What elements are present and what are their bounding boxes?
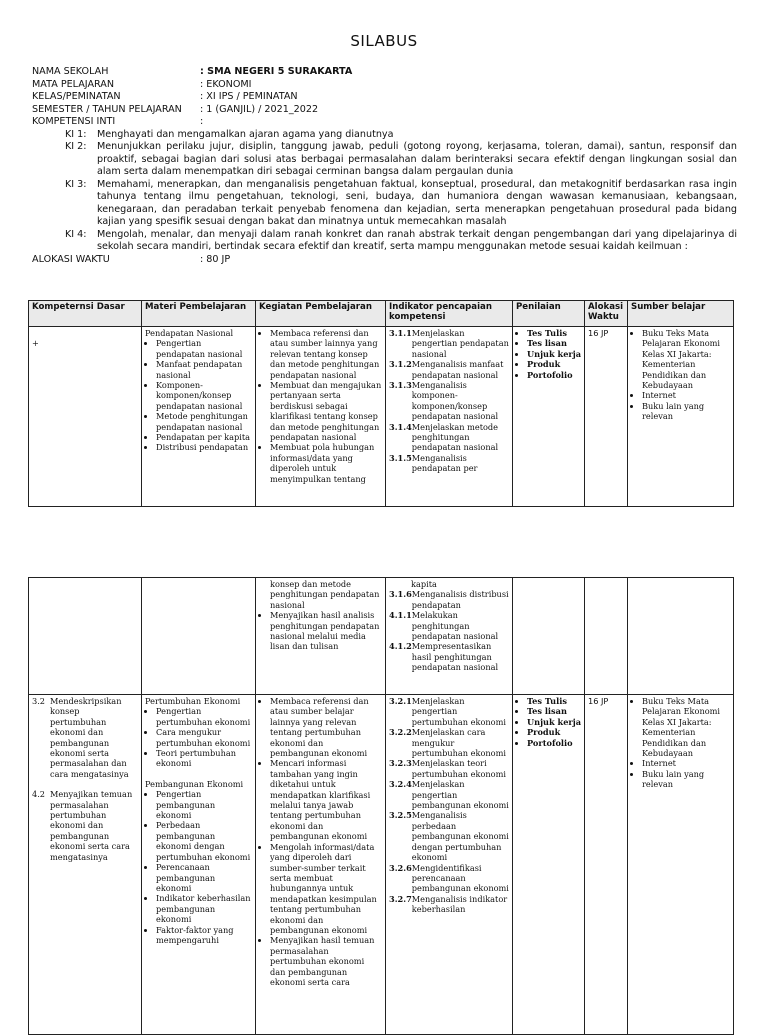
kegiatan-cell bbox=[256, 327, 386, 507]
indikator-number: 3.1.1 bbox=[389, 328, 412, 338]
header-indikator: Indikator pencapaian kompetensi bbox=[386, 301, 513, 327]
indikator-item bbox=[389, 810, 509, 862]
list-item: • Menyajikan hasil analisis penghitungan pendapatan nasional melalui media lisan dan tulisan bbox=[270, 610, 382, 652]
kd-text: + bbox=[32, 338, 39, 348]
info-value: : XI IPS / PEMINATAN bbox=[200, 91, 298, 102]
indikator-number: 3.1.3 bbox=[389, 380, 412, 391]
syllabus-table-2 bbox=[28, 577, 734, 1035]
list-item: • Pengertian pendapatan nasional bbox=[156, 338, 252, 359]
ki-label: KI 1: bbox=[65, 128, 87, 140]
info-row bbox=[32, 79, 737, 92]
ki-item bbox=[32, 179, 737, 229]
ki-text: Memahami, menerapkan, dan menganalisis pengetahuan faktual, konseptual, prosedural, dan metakognitif berdasarkan rasa ingin tahunya tentang ilmu pengetahuan, teknologi, seni, budaya, dan humaniora dengan wawasan kemanusiaan, kebangsaan, kenegaraan, dan peradaban terkait penyebab fenomena dan kejadian, serta menerapkan pengetahuan prosedural pada bidang kajian yang spesifik sesuai dengan bakat dan minatnya untuk memecahkan masalah bbox=[97, 178, 737, 227]
indikator-text: Menganalisis indikator keberhasilan bbox=[411, 893, 508, 915]
info-row bbox=[32, 254, 737, 267]
info-row bbox=[32, 116, 737, 129]
list-item: • Metode penghitungan pendapatan nasional bbox=[156, 411, 252, 432]
list-item: • Membuat dan mengajukan pertanyaan serta berdiskusi sebagai klarifikasi tentang konsep dan metode penghitungan pendapatan nasional bbox=[270, 380, 382, 442]
list-item: • Pengertian pertumbuhan ekonomi bbox=[156, 706, 252, 727]
indikator-item bbox=[389, 589, 509, 610]
penilaian-list bbox=[516, 696, 581, 748]
alokasi-cell bbox=[585, 578, 628, 695]
kegiatan-continued: konsep dan metode penghitungan pendapatan nasional bbox=[270, 579, 380, 610]
list-item: • Membaca referensi dan atau sumber belajar lainnya yang relevan tentang pertumbuhan ekonomi dan pembangunan ekonomi bbox=[270, 696, 382, 758]
list-item: • Distribusi pendapatan bbox=[156, 442, 252, 452]
list-item: • Internet bbox=[642, 390, 730, 400]
indikator-number: 3.1.5 bbox=[389, 452, 412, 463]
materi-list bbox=[145, 789, 252, 945]
indikator-text: Melakukan penghitungan pendapatan nasional bbox=[411, 610, 499, 642]
penilaian-cell bbox=[513, 695, 585, 1035]
materi-cell bbox=[142, 695, 256, 1035]
ki-label: KI 3: bbox=[65, 178, 87, 190]
list-item: • Tes lisan bbox=[527, 338, 581, 348]
kd-number: 3.2 bbox=[32, 696, 46, 706]
kd-item bbox=[32, 789, 138, 862]
list-item: • Tes Tulis bbox=[527, 696, 581, 706]
sumber-cell bbox=[628, 327, 734, 507]
list-item: • Perbedaan pembangunan ekonomi dengan pertumbuhan ekonomi bbox=[156, 820, 252, 862]
list-item: • Teori pertumbuhan ekonomi bbox=[156, 748, 252, 769]
kd-number: 4.2 bbox=[32, 789, 46, 800]
indikator-text: Menjelaskan teori pertumbuhan ekonomi bbox=[411, 758, 506, 779]
indikator-number: 3.1.4 bbox=[389, 421, 412, 432]
kd-cell bbox=[29, 695, 142, 1035]
ki-text: Menunjukkan perilaku jujur, disiplin, tanggung jawab, peduli (gotong royong, kerjasama, toleran, damai), santun, responsif dan proaktif, sebagai bagian dari solusi atas berbagai permasalahan dalam berinteraksi secara efektif dengan lingkungan sosial dan alam serta dalam menempatkan diri sebagai cerminan bangsa dalam pergaulan dunia bbox=[97, 141, 737, 177]
indikator-number: 3.1.2 bbox=[389, 359, 412, 370]
list-item: • Cara mengukur pertumbuhan ekonomi bbox=[156, 727, 252, 748]
list-item: • Pengertian pembangunan ekonomi bbox=[156, 789, 252, 820]
materi-list bbox=[145, 338, 252, 452]
list-item: • Produk bbox=[527, 359, 581, 369]
indikator-item bbox=[389, 727, 509, 758]
list-item: • Mengolah informasi/data yang diperoleh dari sumber-sumber terkait serta membuat hubungannya untuk mendapatkan kesimpulan tentang pertumbuhan ekonomi dan pembangunan ekonomi bbox=[270, 842, 382, 936]
header-alokasi: Alokasi Waktu bbox=[585, 301, 628, 327]
indikator-item bbox=[389, 863, 509, 894]
info-value: : SMA NEGERI 5 SURAKARTA bbox=[200, 66, 353, 77]
list-item: • Portofolio bbox=[527, 738, 581, 748]
penilaian-cell bbox=[513, 578, 585, 695]
indikator-item bbox=[389, 779, 509, 810]
indikator-number: 3.2.7 bbox=[389, 893, 412, 904]
info-label: SEMESTER / TAHUN PELAJARAN bbox=[32, 103, 182, 115]
indikator-item bbox=[389, 453, 509, 474]
indikator-item bbox=[389, 422, 509, 453]
indikator-cell bbox=[386, 695, 513, 1035]
kd-item bbox=[32, 696, 138, 779]
header-sumber: Sumber belajar bbox=[628, 301, 734, 327]
header-penilaian: Penilaian bbox=[513, 301, 585, 327]
school-info bbox=[32, 66, 737, 266]
list-item: • Indikator keberhasilan pembangunan ekonomi bbox=[156, 893, 252, 924]
ki-item bbox=[32, 129, 737, 142]
syllabus-table-1 bbox=[28, 300, 734, 507]
list-item: • Membaca referensi dan atau sumber lainnya yang relevan tentang konsep dan metode penghitungan pendapatan nasional bbox=[270, 328, 382, 380]
indikator-number: 3.2.2 bbox=[389, 727, 412, 738]
info-value: : bbox=[200, 116, 204, 127]
indikator-text: Menjelaskan metode penghitungan pendapatan nasional bbox=[411, 421, 499, 453]
indikator-item bbox=[389, 380, 509, 422]
kegiatan-cell bbox=[256, 695, 386, 1035]
indikator-number: 3.2.4 bbox=[389, 779, 412, 790]
penilaian-cell bbox=[513, 327, 585, 507]
info-row bbox=[32, 91, 737, 104]
info-value: : 1 (GANJIL) / 2021_2022 bbox=[200, 103, 319, 115]
indikator-text: Menganalisis distribusi pendapatan bbox=[411, 589, 509, 610]
info-value: : EKONOMI bbox=[200, 78, 252, 90]
info-row bbox=[32, 104, 737, 117]
materi-list bbox=[145, 706, 252, 768]
sumber-cell bbox=[628, 695, 734, 1035]
header-materi: Materi Pembelajaran bbox=[142, 301, 256, 327]
ki-text: Menghayati dan mengamalkan ajaran agama yang dianutnya bbox=[97, 128, 394, 140]
indikator-item bbox=[389, 641, 509, 672]
indikator-number: 4.1.2 bbox=[389, 641, 412, 652]
indikator-continued: kapita bbox=[411, 579, 437, 589]
indikator-text: Menjelaskan pengertian pendapatan nasional bbox=[411, 328, 509, 359]
indikator-item bbox=[389, 696, 509, 727]
indikator-item bbox=[389, 758, 509, 779]
list-item: • Buku Teks Mata Pelajaran Ekonomi Kelas XI Jakarta: Kementerian Pendidikan dan Kebudayaan bbox=[642, 696, 730, 758]
info-value: : 80 JP bbox=[200, 253, 231, 265]
indikator-number: 3.2.3 bbox=[389, 758, 412, 769]
ki-item bbox=[32, 141, 737, 179]
page-title: SILABUS bbox=[350, 32, 418, 50]
indikator-text: Menjelaskan pengertian pembangunan ekonomi bbox=[411, 779, 509, 811]
info-label: ALOKASI WAKTU bbox=[32, 253, 110, 265]
kd-cell bbox=[29, 327, 142, 507]
indikator-number: 3.2.1 bbox=[389, 696, 412, 706]
list-item: • Faktor-faktor yang mempengaruhi bbox=[156, 925, 252, 946]
list-item: • Unjuk kerja bbox=[527, 717, 581, 727]
materi-title: Pendapatan Nasional bbox=[145, 328, 234, 338]
kd-text: Menyajikan temuan permasalahan pertumbuhan ekonomi dan pembangunan ekonomi serta cara mengatasinya bbox=[50, 789, 133, 862]
list-item: • Manfaat pendapatan nasional bbox=[156, 359, 252, 380]
list-item: • Buku lain yang relevan bbox=[642, 769, 730, 790]
indikator-item bbox=[389, 894, 509, 915]
materi-title: Pertumbuhan Ekonomi bbox=[145, 696, 241, 706]
indikator-number: 4.1.1 bbox=[389, 610, 412, 621]
list-item: • Pendapatan per kapita bbox=[156, 432, 252, 442]
list-item: • Perencanaan pembangunan ekonomi bbox=[156, 862, 252, 893]
kegiatan-list bbox=[259, 610, 382, 652]
penilaian-list bbox=[516, 328, 581, 380]
list-item: • Tes lisan bbox=[527, 706, 581, 716]
kegiatan-cell bbox=[256, 578, 386, 695]
ki-label: KI 2: bbox=[65, 141, 87, 152]
info-label: KOMPETENSI INTI bbox=[32, 116, 116, 127]
indikator-number: 3.1.6 bbox=[389, 589, 412, 600]
list-item: • Mencari informasi tambahan yang ingin diketahui untuk mendapatkan klarifikasi melalui tanya jawab tentang pertumbuhan ekonomi dan pembangunan ekonomi bbox=[270, 758, 382, 841]
indikator-cell bbox=[386, 327, 513, 507]
header-kd: Kompeternsi Dasar bbox=[29, 301, 142, 327]
indikator-text: Menganalisis perbedaan pembangunan ekonomi dengan pertumbuhan ekonomi bbox=[411, 810, 509, 863]
sumber-list bbox=[631, 696, 730, 790]
ki-item bbox=[32, 229, 737, 254]
indikator-item bbox=[389, 359, 509, 380]
indikator-text: Mengidentifikasi perencanaan pembangunan ekonomi bbox=[411, 862, 509, 894]
materi-title: Pembangunan Ekonomi bbox=[145, 778, 244, 789]
ki-text: Mengolah, menalar, dan menyaji dalam ranah konkret dan ranah abstrak terkait dengan pengembangan dari yang dipelajarinya di sekolah secara mandiri, bertindak secara efektif dan kreatif, serta mampu menggunakan metode sesuai kaidah keilmuan : bbox=[97, 228, 737, 252]
list-item: • Komponen-komponen/konsep pendapatan nasional bbox=[156, 380, 252, 411]
indikator-text: Menganalisis komponen-komponen/konsep pendapatan nasional bbox=[411, 380, 499, 422]
info-label: NAMA SEKOLAH bbox=[32, 66, 109, 77]
sumber-cell bbox=[628, 578, 734, 695]
info-label: MATA PELAJARAN bbox=[32, 78, 115, 90]
list-item: • Internet bbox=[642, 758, 730, 768]
alokasi-cell: 16 JP bbox=[585, 695, 628, 1035]
kd-cell bbox=[29, 578, 142, 695]
list-item: • Buku Teks Mata Pelajaran Ekonomi Kelas XI Jakarta: Kementerian Pendidikan dan Kebudayaan bbox=[642, 328, 730, 390]
info-label: KELAS/PEMINATAN bbox=[32, 91, 121, 102]
info-row bbox=[32, 66, 737, 79]
materi-cell bbox=[142, 578, 256, 695]
list-item: • Unjuk kerja bbox=[527, 349, 581, 359]
indikator-text: Menjelaskan pengertian pertumbuhan ekonomi bbox=[411, 696, 506, 727]
materi-cell bbox=[142, 327, 256, 507]
kd-text: Mendeskripsikan konsep pertumbuhan ekonomi dan pembangunan ekonomi serta permasalahan dan cara mengatasinya bbox=[50, 696, 129, 779]
sumber-list bbox=[631, 328, 730, 422]
kegiatan-list bbox=[259, 696, 382, 987]
list-item: • Menyajikan hasil temuan permasalahan pertumbuhan ekonomi dan pembangunan ekonomi serta cara bbox=[270, 935, 382, 987]
indikator-item bbox=[389, 610, 509, 641]
list-item: • Membuat pola hubungan informasi/data yang diperoleh untuk menyimpulkan tentang bbox=[270, 442, 382, 484]
list-item: • Portofolio bbox=[527, 370, 581, 380]
ki-label: KI 4: bbox=[65, 228, 87, 240]
list-item: • Produk bbox=[527, 727, 581, 737]
alokasi-cell: 16 JP bbox=[585, 327, 628, 507]
list-item: • Tes Tulis bbox=[527, 328, 581, 338]
indikator-text: Menjelaskan cara mengukur pertumbuhan ekonomi bbox=[411, 727, 506, 759]
indikator-cell bbox=[386, 578, 513, 695]
indikator-item bbox=[389, 328, 509, 359]
indikator-number: 3.2.5 bbox=[389, 810, 412, 821]
header-kegiatan: Kegiatan Pembelajaran bbox=[256, 301, 386, 327]
indikator-number: 3.2.6 bbox=[389, 862, 412, 873]
indikator-text: Mempresentasikan hasil penghitungan pendapatan nasional bbox=[411, 641, 499, 673]
kegiatan-list bbox=[259, 328, 382, 484]
list-item: • Buku lain yang relevan bbox=[642, 401, 730, 422]
indikator-text: Menganalisis pendapatan per bbox=[411, 452, 478, 474]
indikator-text: Menganalisis manfaat pendapatan nasional bbox=[411, 359, 504, 380]
